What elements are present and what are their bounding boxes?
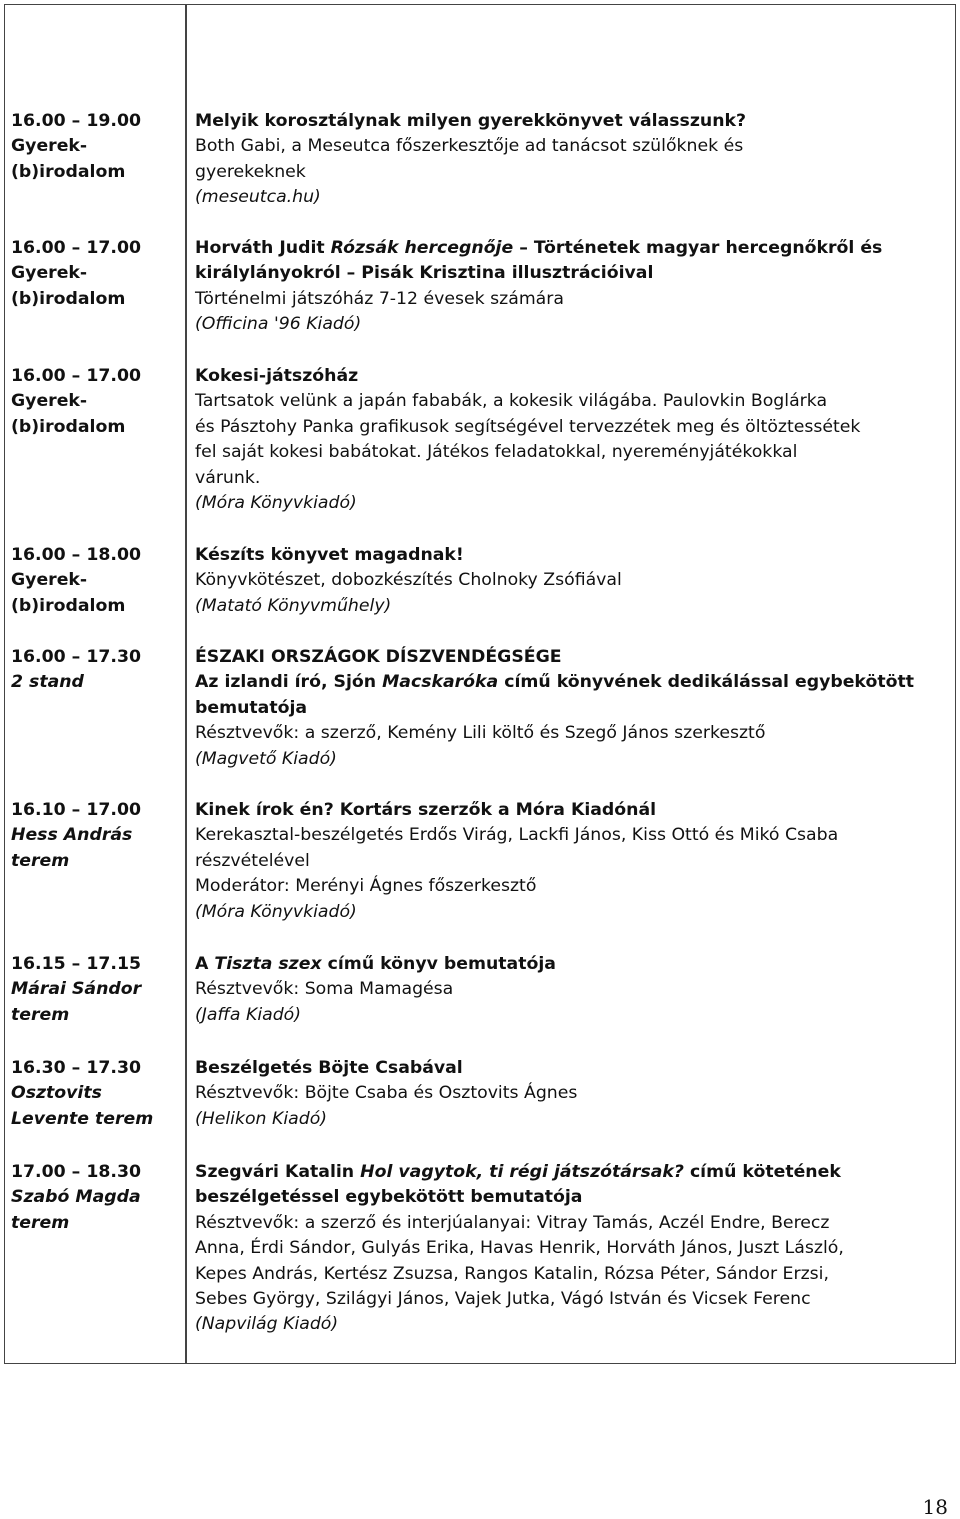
event-description: Moderátor: Merényi Ágnes főszerkesztő [195,876,537,897]
event-publisher: (Helikon Kiadó) [195,1108,328,1129]
event-publisher: (Móra Könyvkiadó) [195,493,357,514]
venue-line: (b)irodalom [11,161,126,182]
event-entry-6 [195,952,556,1028]
event-description: fel saját kokesi babátokat. Játékos feladatokkal, nyereményjátékokkal [195,442,798,463]
event-entry-1 [195,236,882,338]
event-title: beszélgetéssel egybekötött bemutatója [195,1187,583,1208]
event-title: királylányokról – Pisák Krisztina illusztrációival [195,263,654,284]
venue-line: (b)irodalom [11,595,126,616]
event-entry-3 [195,543,622,619]
venue-line: Gyerek- [11,570,88,591]
event-title: Szegvári Katalin Hol vagytok, ti régi játszótársak? című kötetének [195,1162,841,1182]
event-entry-4 [195,645,914,772]
event-title: ÉSZAKI ORSZÁGOK DÍSZVENDÉGSÉGE [195,647,562,667]
event-title: A Tiszta szex című könyv bemutatója [195,954,556,974]
event-entry-0 [195,109,746,211]
schedule-cell-time-2 [11,364,141,440]
event-publisher: (Officina '96 Kiadó) [195,314,362,335]
event-publisher: (Napvilág Kiadó) [195,1314,339,1335]
event-publisher: (Matató Könyvműhely) [195,595,392,616]
time-range: 16.00 – 19.00 [11,111,141,131]
event-title: Beszélgetés Böjte Csabával [195,1058,463,1078]
event-description: Résztvevők: a szerző, Kemény Lili költő és Szegő János szerkesztő [195,723,766,744]
venue-line: Gyerek- [11,391,88,412]
schedule-cell-time-0 [11,109,141,185]
schedule-cell-time-1 [11,236,141,312]
time-range: 16.00 – 17.00 [11,366,141,386]
venue-line: Szabó Magda [11,1187,141,1208]
event-title: Készíts könyvet magadnak! [195,545,464,565]
venue-line: Hess András [11,825,133,846]
event-entry-2 [195,364,860,516]
time-range: 16.00 – 18.00 [11,545,141,565]
event-title: Melyik korosztálynak milyen gyerekkönyvet válasszunk? [195,111,747,131]
venue-line: 2 stand [11,672,84,693]
event-description: gyerekeknek [195,161,306,182]
venue-line: Gyerek- [11,263,88,284]
time-range: 16.30 – 17.30 [11,1058,141,1078]
event-description: Tartsatok velünk a japán fababák, a kokesik világába. Paulovkin Boglárka [195,391,828,412]
time-range: 16.00 – 17.00 [11,238,141,258]
time-range: 16.00 – 17.30 [11,647,141,667]
event-description: Történelmi játszóház 7-12 évesek számára [195,288,564,309]
event-description: Könyvkötészet, dobozkészítés Cholnoky Zsófiával [195,570,622,591]
event-title: Az izlandi író, Sjón Macskaróka című könyvének dedikálással egybekötött [195,672,914,693]
event-description: Kerekasztal-beszélgetés Erdős Virág, Lackfi János, Kiss Ottó és Mikó Csaba [195,825,839,846]
venue-line: (b)irodalom [11,288,126,309]
schedule-cell-time-3 [11,543,141,619]
venue-line: terem [11,1212,70,1233]
event-description: Résztvevők: a szerző és interjúalanyai: Vitray Tamás, Aczél Endre, Berecz [195,1212,830,1233]
venue-line: Gyerek- [11,136,88,157]
schedule-cell-time-6 [11,952,141,1028]
venue-line: (b)irodalom [11,416,126,437]
time-range: 17.00 – 18.30 [11,1162,141,1182]
event-publisher: (Móra Könyvkiadó) [195,901,357,922]
event-publisher: (Jaffa Kiadó) [195,1004,301,1025]
event-entry-8 [195,1160,844,1338]
venue-line: Osztovits [11,1083,102,1104]
time-range: 16.10 – 17.00 [11,800,141,820]
venue-line: Levente terem [11,1108,154,1129]
event-title: bemutatója [195,697,308,718]
event-title: Kokesi-játszóház [195,366,359,386]
event-description: Résztvevők: Böjte Csaba és Osztovits Ágnes [195,1083,578,1104]
event-publisher: (meseutca.hu) [195,187,321,208]
event-description: Anna, Érdi Sándor, Gulyás Erika, Havas Henrik, Horváth János, Juszt László, [195,1238,844,1259]
schedule-cell-time-7 [11,1056,153,1132]
venue-line: terem [11,1004,70,1025]
event-description: várunk. [195,467,261,488]
event-description: Résztvevők: Soma Mamagésa [195,979,454,1000]
event-description: részvételével [195,850,310,871]
event-description: Both Gabi, a Meseutca főszerkesztője ad tanácsot szülőknek és [195,136,744,157]
time-range: 16.15 – 17.15 [11,954,141,974]
event-description: Kepes András, Kertész Zsuzsa, Rangos Katalin, Rózsa Péter, Sándor Erzsi, [195,1263,829,1284]
event-description: Sebes György, Szilágyi János, Vajek Jutka, Vágó István és Vicsek Ferenc [195,1289,811,1310]
event-entry-7 [195,1056,577,1132]
event-description: és Pásztohy Panka grafikusok segítségével tervezzétek meg és öltöztessétek [195,416,861,437]
event-entry-5 [195,798,838,925]
schedule-cell-time-8 [11,1160,141,1236]
venue-line: terem [11,850,70,871]
event-publisher: (Magvető Kiadó) [195,748,337,769]
schedule-cell-time-5 [11,798,141,874]
venue-line: Márai Sándor [11,979,142,1000]
column-divider [185,4,187,1364]
schedule-cell-time-4 [11,645,141,696]
event-title: Kinek írok én? Kortárs szerzők a Móra Kiadónál [195,800,657,820]
page-number: 18 [922,1495,948,1519]
event-title: Horváth Judit Rózsák hercegnője – Történetek magyar hercegnőkről és [195,238,883,258]
